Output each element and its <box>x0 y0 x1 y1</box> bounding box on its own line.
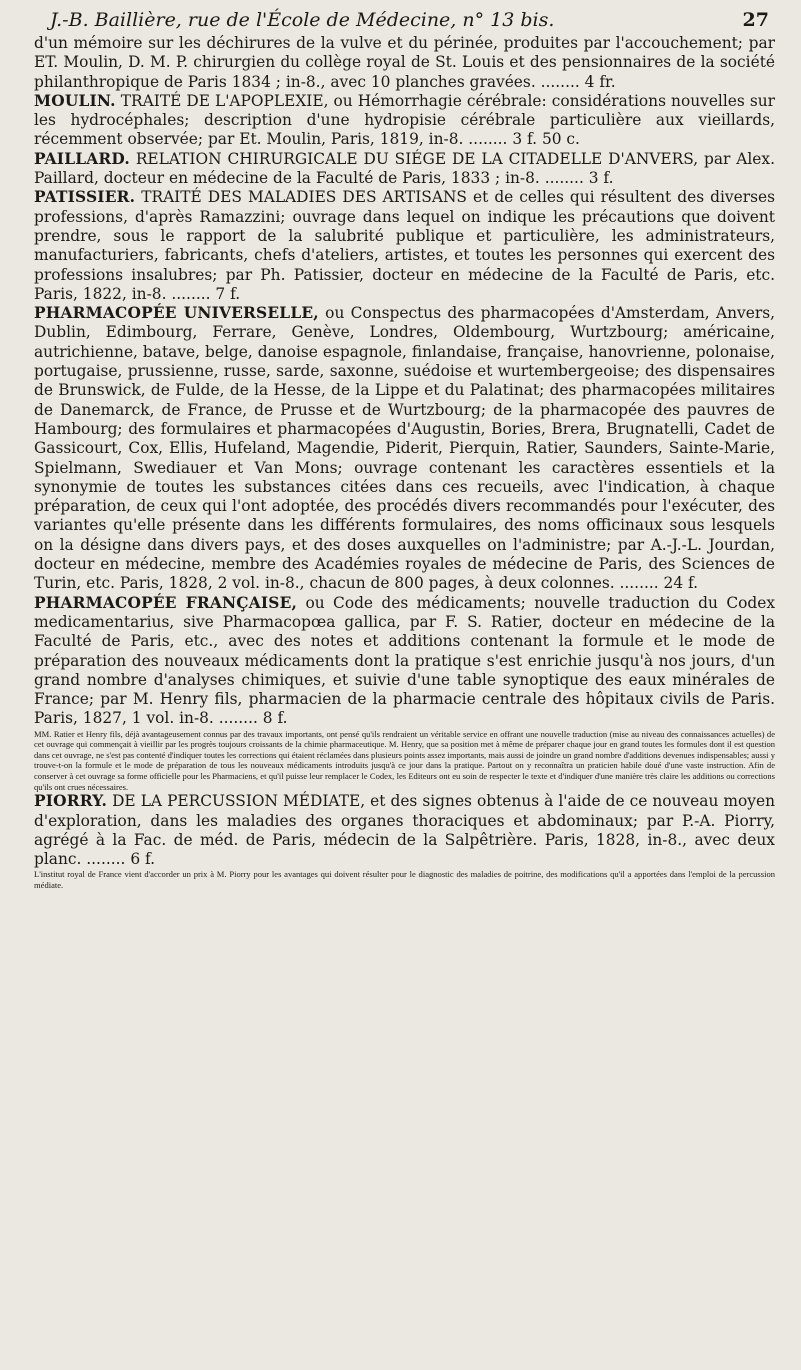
entry-description: MM. Ratier et Henry fils, déjà avantageusement connus par des travaux importants, ont pensé qu'ils rendraient un véritable service en offrant une nouvelle traduction (mise au niveau des connaissances actuelles) de cet ouvrage qui commençait à vieillir par les progrès toujours croissants de la chimie pharmaceutique. M. Henry, que sa position met à même de préparer chaque jour en grand toutes les formules dont il est question dans cet ouvrage, ne s'est pas contenté d'indiquer toutes les corrections qui étaient réclamées dans plusieurs points assez importants, mais aussi de joindre un grand nombre d'additions devenues indispensables; aussi y trouve-t-on la formule et le mode de préparation de tous les nouveaux médicaments introduits jusqu'à ce jour dans la pratique. Partout on y reconnaîtra un praticien habile doué d'une vaste instruction. Afin de conserver à cet ouvrage sa forme officielle pour les Pharmaciens, et qu'il puisse leur remplacer le Codex, les Editeurs ont eu soin de respecter le texte et d'indiquer d'une manière très claire les additions ou corrections qu'ils ont crues nécessaires. <box>34 728 775 792</box>
entry-price: 24 f. <box>663 574 699 593</box>
entry-description: d'un mémoire sur les déchirures de la vulve et du périnée, produites par l'accouchement; par ET. Moulin, D. M. P. chirurgien du collège royal de St. Louis et des pensionnaires de la société philanthropique de Paris 1834 ; in-8., avec 10 planches gravées. <box>34 34 775 91</box>
catalogue-entry-pharmacopee-universelle: PHARMACOPÉE UNIVERSELLE, ou Conspectus des pharmacopées d'Amsterdam, Anvers, Dublin, Edimbourg, Ferrare, Genève, Londres, Oldembourg, Wurtzbourg; américaine, autrichienne, batave, belge, danoise espagnole, finlandaise, française, hanovrienne, polonaise, portugaise, prussienne, russe, sarde, saxonne, suédoise et wurtembergeoise; des dispensaires de Brunswick, de Fulde, de la Hesse, de la Lippe et du Palatinat; des pharmacopées militaires de Danemarck, de France, de Prusse et de Wurtzbourg; de la pharmacopée des pauvres de Hambourg; des formulaires et pharmacopées d'Augustin, Bories, Brera, Brugnatelli, Cadet de Gassicourt, Cox, Ellis, Hufeland, Magendie, Piderit, Pierquin, Ratier, Saunders, Sainte-Marie, Spielmann, Swediauer et Van Mons; ouvrage contenant les caractères essentiels et la synonymie de toutes les substances citées dans ces recueils, avec l'indication, à chaque préparation, de ceux qui l'ont adoptée, des procédés divers recommandés pour l'exécuter, des variantes qu'elle présente dans les différents formulaires, des noms officinaux sous lesquels on la désigne dans divers pays, et des doses auxquelles on l'administre; par A.-J.-L. Jourdan, docteur en médecine, membre des Académies royales de médecine de Paris, des Sciences de Turin, etc. Paris, 1828, 2 vol. in-8., chacun de 800 pages, à deux colonnes. ........ 24 f. <box>34 304 775 593</box>
catalogue-entry-patissier: PATISSIER. TRAITÉ DES MALADIES DES ARTISANS et de celles qui résultent des diverses professions, d'après Ramazzini; ouvrage dans lequel on indique les précautions que doivent prendre, sous le rapport de la salubrité publique et particulière, les administrateurs, manufacturiers, fabricants, chefs d'ateliers, artistes, et toutes les personnes qui exercent des professions insalubres; par Ph. Patissier, docteur en médecine de la Faculté de Paris, etc. Paris, 1822, in-8. ........ 7 f. <box>34 188 775 303</box>
catalogue-entries <box>34 34 775 891</box>
catalogue-entry-pharmacopee-note <box>34 729 775 793</box>
entry-description: ou Code des médicaments; nouvelle traduction du Codex medicamentarius, sive Pharmacopœa gallica, par F. S. Ratier, docteur en médecine de la Faculté de Paris, etc., avec des notes et additions contenant la formule et le mode de préparation des nouveaux médicaments dont la pratique s'est enrichie jusqu'à nos jours, d'un grand nombre d'analyses chimiques, et suivie d'une table synoptique des eaux minérales de France; par M. Henry fils, pharmacien de la pharmacie centrale des hôpitaux civils de Paris. Paris, 1827, 1 vol. in-8. <box>34 593 776 728</box>
entry-description: TRAITÉ DE L'APOPLEXIE, ou Hémorrhagie cérébrale: considérations nouvelles sur les hydrocéphales; description d'une hydropisie cérébrale particulière aux vieillards, récemment observée; par Et. Moulin, Paris, 1819, in-8. <box>34 91 775 149</box>
entry-description: L'institut royal de France vient d'accorder un prix à M. Piorry pour les avantages qui doivent résulter pour le diagnostic des maladies de poitrine, des modifications qu'il a apportées dans l'emploi de la percussion médiate. <box>34 869 775 891</box>
entry-price: 4 fr. <box>584 72 616 91</box>
entry-price: 3 f. 50 c. <box>512 130 580 149</box>
catalogue-entry-continuation: d'un mémoire sur les déchirures de la vulve et du périnée, produites par l'accouchement; par ET. Moulin, D. M. P. chirurgien du collège royal de St. Louis et des pensionnaires de la société philanthropique de Paris 1834 ; in-8., avec 10 planches gravées. ........ 4 fr. <box>34 34 775 91</box>
catalogue-entry-paillard: PAILLARD. RELATION CHIRURGICALE DU SIÉGE DE LA CITADELLE D'ANVERS, par Alex. Paillard, docteur en médecine de la Faculté de Paris, 1833 ; in-8. ........ 3 f. <box>34 149 775 188</box>
entry-author: PIORRY. <box>34 792 108 811</box>
entry-author: PHARMACOPÉE FRANÇAISE, <box>34 593 298 612</box>
catalogue-entry-moulin: MOULIN. TRAITÉ DE L'APOPLEXIE, ou Hémorrhagie cérébrale: considérations nouvelles sur les hydrocéphales; description d'une hydropisie cérébrale particulière aux vieillards, récemment observée; par Et. Moulin, Paris, 1819, in-8. ........ 3 f. 50 c. <box>34 91 775 149</box>
entry-price: 8 f. <box>262 709 288 728</box>
entry-author: PATISSIER. <box>34 188 136 207</box>
running-head-text: J.-B. Baillière, rue de l'École de Médecine, n° 13 bis. <box>50 9 555 31</box>
entry-author: PHARMACOPÉE UNIVERSELLE, <box>34 304 319 323</box>
catalogue-entry-piorry-note <box>34 869 775 890</box>
entry-description: DE LA PERCUSSION MÉDIATE, et des signes obtenus à l'aide de ce nouveau moyen d'exploration, dans les maladies des organes thoraciques et abdominaux; par P.-A. Piorry, agrégé à la Fac. de méd. de Paris, médecin de la Salpêtrière. Paris, 1828, in-8., avec deux planc. <box>34 792 775 869</box>
catalogue-entry-pharmacopee-francaise: PHARMACOPÉE FRANÇAISE, ou Code des médicaments; nouvelle traduction du Codex medicamentarius, sive Pharmacopœa gallica, par F. S. Ratier, docteur en médecine de la Faculté de Paris, etc., avec des notes et additions contenant la formule et le mode de préparation des nouveaux médicaments dont la pratique s'est enrichie jusqu'à nos jours, d'un grand nombre d'analyses chimiques, et suivie d'une table synoptique des eaux minérales de France; par M. Henry fils, pharmacien de la pharmacie centrale des hôpitaux civils de Paris. Paris, 1827, 1 vol. in-8. ........ 8 f. <box>34 593 776 728</box>
entry-price: 7 f. <box>215 284 241 303</box>
catalogue-entry-piorry: PIORRY. DE LA PERCUSSION MÉDIATE, et des signes obtenus à l'aide de ce nouveau moyen d'exploration, dans les maladies des organes thoraciques et abdominaux; par P.-A. Piorry, agrégé à la Fac. de méd. de Paris, médecin de la Salpêtrière. Paris, 1828, in-8., avec deux planc. ........ 6 f. <box>34 792 775 869</box>
running-head <box>34 8 775 32</box>
entry-price: 6 f. <box>130 850 156 869</box>
entry-price: 3 f. <box>588 169 614 188</box>
entry-description: RELATION CHIRURGICALE DU SIÉGE DE LA CITADELLE D'ANVERS, par Alex. Paillard, docteur en médecine de la Faculté de Paris, 1833 ; in-8. <box>34 149 775 188</box>
entry-description: TRAITÉ DES MALADIES DES ARTISANS et de celles qui résultent des diverses professions, d'après Ramazzini; ouvrage dans lequel on indique les précautions que doivent prendre, sous le rapport de la salubrité publique et particulière, les administrateurs, manufacturiers, fabricants, chefs d'ateliers, artistes, et toutes les personnes qui exercent des professions insalubres; par Ph. Patissier, docteur en médecine de la Faculté de Paris, etc. Paris, 1822, in-8. <box>34 188 775 303</box>
entry-author: MOULIN. <box>34 91 116 110</box>
entry-description: ou Conspectus des pharmacopées d'Amsterdam, Anvers, Dublin, Edimbourg, Ferrare, Genève, Londres, Oldembourg, Wurtzbourg; américaine, autrichienne, batave, belge, danoise espagnole, finlandaise, française, hanovrienne, polonaise, portugaise, prussienne, russe, sarde, saxonne, suédoise et wurtembergeoise; des dispensaires de Brunswick, de Fulde, de la Hesse, de la Lippe et du Palatinat; des pharmacopées militaires de Danemarck, de France, de Prusse et de Wurtzbourg; de la pharmacopée des pauvres de Hambourg; des formulaires et pharmacopées d'Augustin, Bories, Brera, Brugnatelli, Cadet de Gassicourt, Cox, Ellis, Hufeland, Magendie, Piderit, Pierquin, Ratier, Saunders, Sainte-Marie, Spielmann, Swediauer et Van Mons; ouvrage contenant les caractères essentiels et la synonymie de toutes les substances citées dans ces recueils, avec l'indication, à chaque préparation, de ceux qui l'ont adoptée, des procédés divers recommandés pour l'exécuter, des variantes qu'elle présente dans les différents formulaires, des noms officinaux sous lesquels on la désigne dans divers pays, et des doses auxquelles on l'administre; par A.-J.-L. Jourdan, docteur en médecine, membre des Académies royales de médecine de Paris, des Sciences de Turin, etc. Paris, 1828, 2 vol. in-8., chacun de 800 pages, à deux colonnes. <box>34 304 775 593</box>
page-number: 27 <box>742 9 769 31</box>
entry-author: PAILLARD. <box>34 149 130 168</box>
